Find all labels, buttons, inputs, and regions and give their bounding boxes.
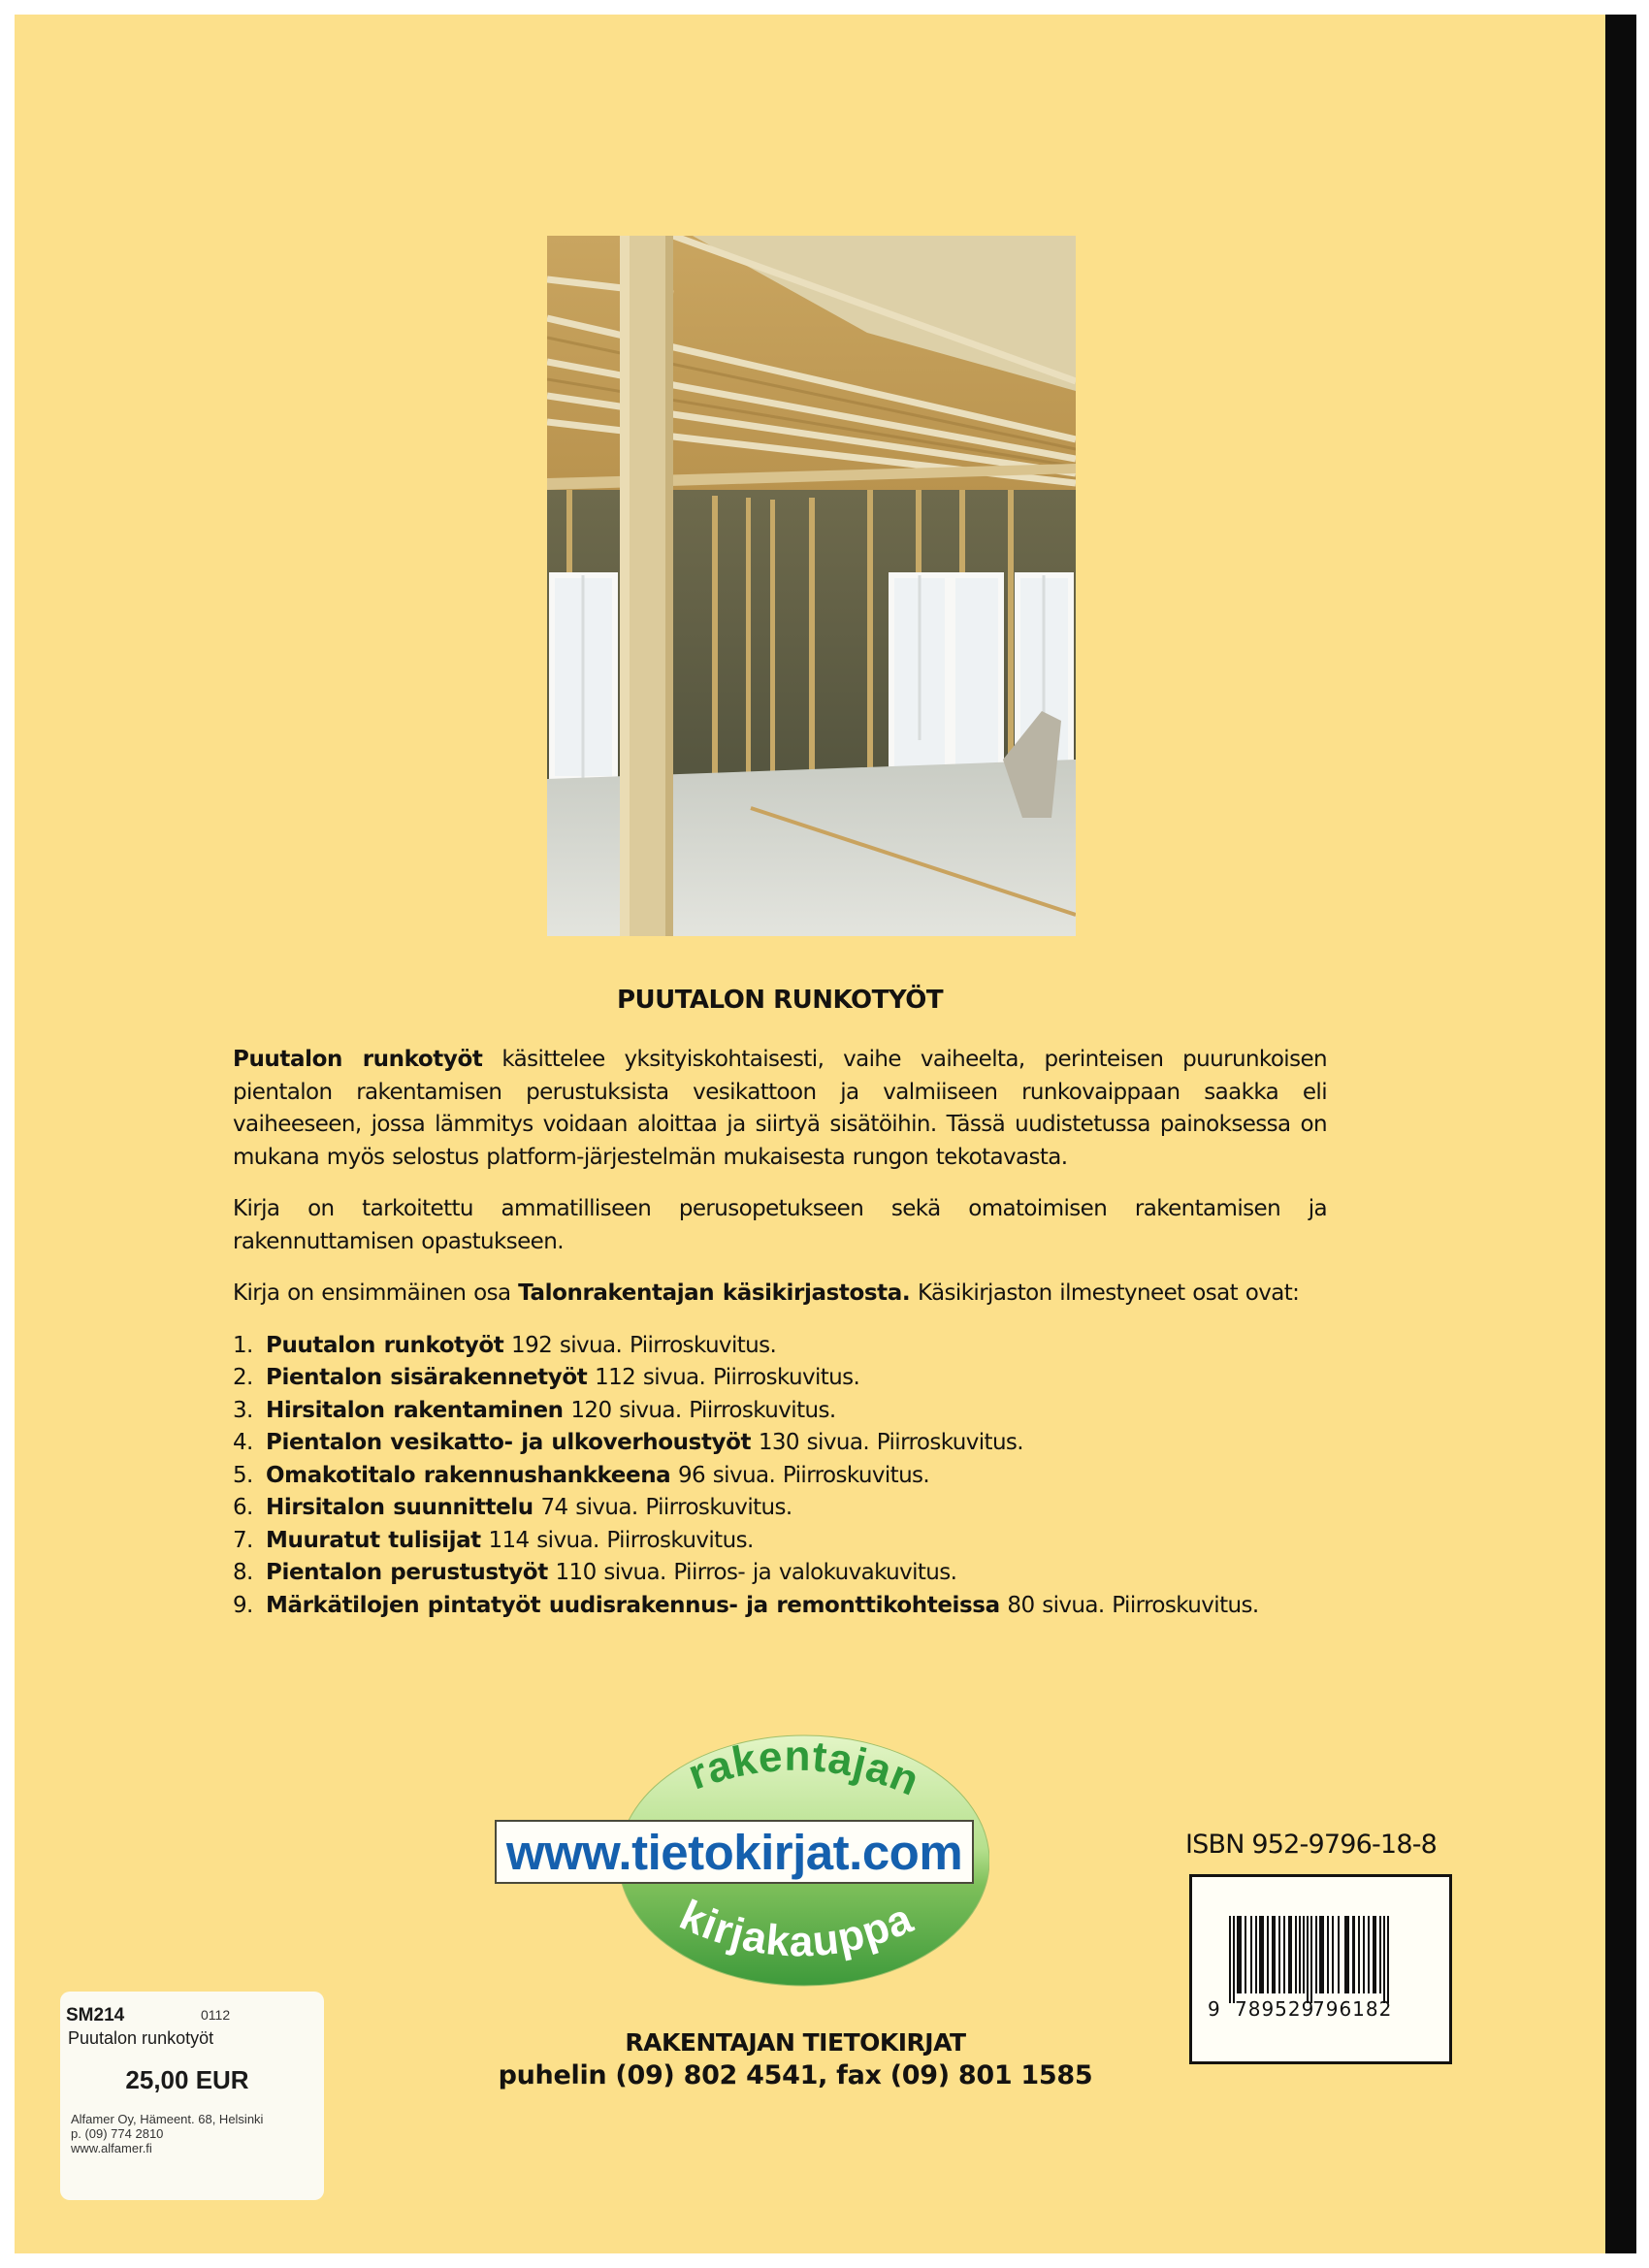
sticker-code: SM214 [66, 2005, 125, 2025]
series-list [233, 1330, 1327, 1623]
series-number: 9. [233, 1592, 253, 1618]
intro-text: käsittelee yksityiskohtaisesti, vaihe vaiheelta, perinteisen puurunkoisen pientalon rakentamisen perustuksista vesikattoon ja valmiiseen runkovaippaan saakka eli vaiheeseen, jossa lämmitys voidaan aloittaa ja siirtyä sisätöihin. Tässä uudistetussa painoksessa on mukana myös selostus platform-järjestelmän mukaisesta rungon tekotavasta. [233, 1047, 1328, 1170]
series-details: 130 sivua. Piirroskuvitus. [751, 1430, 1024, 1455]
cover-photo [547, 236, 1076, 936]
svg-text:9: 9 [1208, 1997, 1220, 2021]
intro-paragraph [233, 1044, 1327, 1174]
sticker-phone: p. (09) 774 2810 [71, 2126, 164, 2141]
series-number: 4. [233, 1430, 253, 1455]
series-title: Omakotitalo rakennushankkeena [266, 1462, 671, 1488]
series-item [233, 1492, 1327, 1525]
series-title: Pientalon vesikatto- ja ulkoverhoustyöt [266, 1430, 752, 1455]
series-intro-after: Käsikirjaston ilmestyneet osat ovat: [910, 1280, 1300, 1306]
svg-text:rakentajan: rakentajan [682, 1732, 926, 1806]
sticker-website: www.alfamer.fi [71, 2141, 152, 2155]
sticker-price: 25,00 EUR [125, 2065, 249, 2094]
sticker-address [71, 2112, 263, 2155]
publisher-contact: puhelin (09) 802 4541, fax (09) 801 1585 [498, 2060, 1093, 2090]
barcode [1189, 1874, 1452, 2064]
price-sticker [60, 1992, 324, 2200]
series-title: Hirsitalon suunnittelu [266, 1495, 534, 1520]
series-number: 3. [233, 1397, 253, 1423]
series-number: 1. [233, 1332, 253, 1358]
sticker-number: 0112 [201, 2007, 231, 2023]
svg-text:789529: 789529 [1235, 1997, 1315, 2021]
series-title: Pientalon sisärakennetyöt [266, 1365, 588, 1390]
series-details: 120 sivua. Piirroskuvitus. [563, 1397, 836, 1423]
series-item [233, 1395, 1327, 1428]
series-number: 2. [233, 1365, 253, 1390]
series-number: 7. [233, 1527, 253, 1553]
series-item [233, 1557, 1327, 1590]
barcode-icon [1192, 1877, 1449, 2061]
series-details: 80 sivua. Piirroskuvitus. [999, 1592, 1259, 1618]
series-item [233, 1460, 1327, 1493]
series-details: 96 sivua. Piirroskuvitus. [670, 1462, 930, 1488]
series-item [233, 1362, 1327, 1395]
svg-text:kirjakauppa: kirjakauppa [672, 1891, 921, 1966]
publisher-name: RAKENTAJAN TIETOKIRJAT [625, 2028, 966, 2057]
series-details: 74 sivua. Piirroskuvitus. [533, 1495, 792, 1520]
website-url-link[interactable]: www.tietokirjat.com [495, 1820, 974, 1884]
series-details: 114 sivua. Piirroskuvitus. [480, 1527, 754, 1553]
series-number: 5. [233, 1462, 253, 1488]
series-item [233, 1525, 1327, 1558]
series-number: 8. [233, 1560, 253, 1585]
series-details: 192 sivua. Piirroskuvitus. [503, 1332, 777, 1358]
series-item [233, 1330, 1327, 1363]
sticker-title: Puutalon runkotyöt [68, 2028, 214, 2048]
series-title: Hirsitalon rakentaminen [266, 1397, 564, 1423]
series-title: Märkätilojen pintatyöt uudisrakennus- ja remonttikohteissa [266, 1592, 1000, 1618]
series-details: 112 sivua. Piirroskuvitus. [587, 1365, 860, 1390]
book-spine-edge [1605, 15, 1636, 2253]
book-title-heading: PUUTALON RUNKOTYÖT [616, 986, 944, 1015]
series-intro-paragraph [233, 1278, 1327, 1311]
purpose-paragraph: Kirja on tarkoitettu ammatilliseen perusopetukseen sekä omatoimisen rakentamisen ja rakennuttamisen opastukseen. [233, 1196, 1327, 1254]
series-item [233, 1427, 1327, 1460]
series-item [233, 1590, 1327, 1623]
series-title: Puutalon runkotyöt [266, 1332, 504, 1358]
intro-bold-title: Puutalon runkotyöt [233, 1047, 483, 1072]
isbn-label: ISBN 952-9796-18-8 [1185, 1830, 1438, 1860]
construction-interior-image [547, 236, 1076, 936]
series-title: Muuratut tulisijat [266, 1527, 481, 1553]
series-title: Pientalon perustustyöt [266, 1560, 548, 1585]
sticker-address-line: Alfamer Oy, Hämeent. 68, Helsinki [71, 2112, 264, 2126]
series-intro-before: Kirja on ensimmäinen osa [233, 1280, 519, 1306]
series-number: 6. [233, 1495, 253, 1520]
series-details: 110 sivua. Piirros- ja valokuvakuvitus. [547, 1560, 957, 1585]
svg-text:796182: 796182 [1312, 1997, 1393, 2021]
publisher-info [427, 2027, 1164, 2093]
description-text [233, 1044, 1327, 1622]
series-intro-bold: Talonrakentajan käsikirjastosta. [518, 1280, 911, 1306]
